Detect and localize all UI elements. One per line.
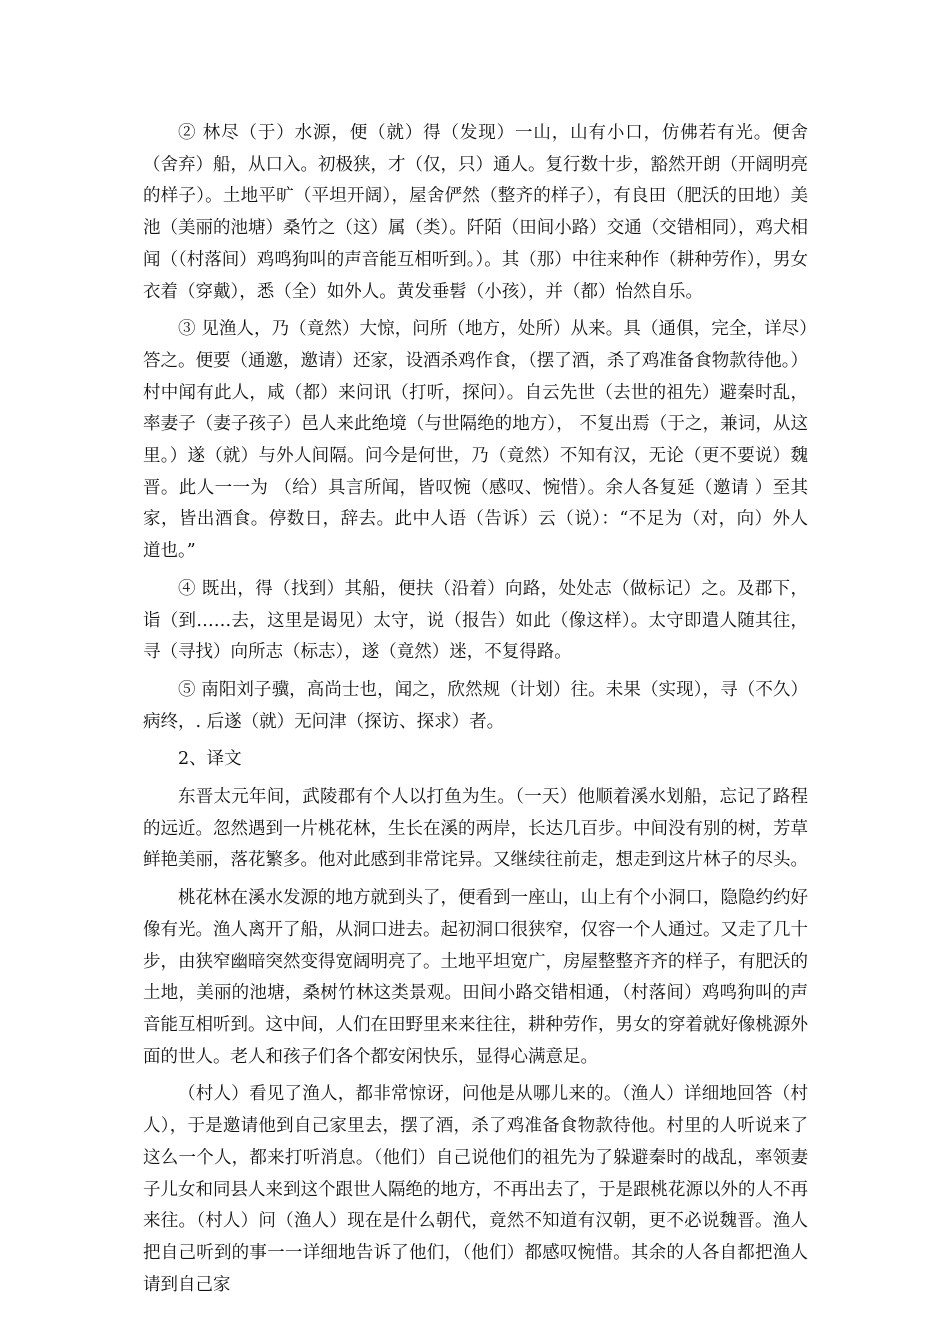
- document-body: [143, 118, 808, 1307]
- translation-paragraph-2: 桃花林在溪水发源的地方就到头了，便看到一座山，山上有个小洞口，隐隐约约好像有光。渔人离开了船，从洞口进去。起初洞口很狭窄，仅容一个人通过。又走了几十步，由狭窄幽暗突然变得宽阔明亮了。土地平坦宽广，房屋整整齐齐的样子，有肥沃的土地，美丽的池塘，桑树竹林这类景观。田间小路交错相通，（村落间）鸡鸣狗叫的声音能互相听到。这中间，人们在田野里来来往往，耕种劳作，男女的穿着就好像桃源外面的世人。老人和孩子们各个都安闲快乐，显得心满意足。: [143, 888, 808, 1067]
- section-heading: 2、译文: [178, 749, 242, 770]
- annotated-paragraph-4: ④ 既出，得（找到）其船，便扶（沿着）向路，处处志（做标记）之。及郡下，诣（到……去，这里是谒见）太守，说（报告）如此（像这样）。太守即遣人随其往，寻（寻找）向所志（标志），遂（竟然）迷，不复得路。: [143, 578, 808, 663]
- annotated-paragraph-3: ③ 见渔人，乃（竟然）大惊，问所（地方，处所）从来。具（通俱，完全，详尽）答之。便要（通邀，邀请）还家，设酒杀鸡作食，（摆了酒，杀了鸡准备食物款待他。）村中闻有此人，咸（都）来问讯（打听，探问）。自云先世（去世的祖先）避秦时乱，率妻子（妻子孩子）邑人来此绝境（与世隔绝的地方）， 不复出焉（于之，兼词，从这里。）遂（就）与外人间隔。问今是何世，乃（竟然）不知有汉，无论（更不要说）魏晋。此人一一为 （给）具言所闻，皆叹惋（感叹、惋惜）。余人各复延（邀请 ）至其家，皆出酒食。停数日，辞去。此中人语（告诉）云（说）：“不足为（对，向）外人道也。”: [143, 319, 808, 562]
- annotated-paragraph-2: ② 林尽（于）水源，便（就）得（发现）一山，山有小口，仿佛若有光。便舍（舍弃）船，从口入。初极狭，才（仅，只）通人。复行数十步，豁然开朗（开阔明亮的样子）。土地平旷（平坦开阔），屋舍俨然（整齐的样子），有良田（肥沃的田地）美池（美丽的池塘）桑竹之（这）属（类）。阡陌（田间小路）交通（交错相同），鸡犬相闻（（村落间）鸡鸣狗叫的声音能互相听到。）。其（那）中往来种作（耕种劳作），男女衣着（穿戴），悉（全）如外人。黄发垂髫（小孩），并（都）怡然自乐。: [143, 123, 808, 302]
- annotated-paragraph-5: ⑤ 南阳刘子骥，高尚士也，闻之，欣然规（计划）往。未果（实现），寻（不久）病终，. 后遂（就）无问津（探访、探求）者。: [143, 679, 808, 732]
- translation-paragraph-1: 东晋太元年间，武陵郡有个人以打鱼为生。（一天）他顺着溪水划船，忘记了路程的远近。忽然遇到一片桃花林，生长在溪的两岸，长达几百步。中间没有别的树，芳草鲜艳美丽，落花繁多。他对此感到非常诧异。又继续往前走，想走到这片林子的尽头。: [143, 787, 808, 871]
- translation-paragraph-3: （村人）看见了渔人，都非常惊讶，问他是从哪儿来的。（渔人）详细地回答（村人），于是邀请他到自己家里去，摆了酒，杀了鸡准备食物款待他。村里的人听说来了这么一个人，都来打听消息。（他们）自己说他们的祖先为了躲避秦时的战乱，率领妻子儿女和同县人来到这个跟世人隔绝的地方，不再出去了，于是跟桃花源以外的人不再来往。（村人）问（渔人）现在是什么朝代，竟然不知道有汉朝，更不必说魏晋。渔人把自己听到的事一一详细地告诉了他们，（他们）都感叹惋惜。其余的人各自都把渔人请到自己家: [143, 1084, 808, 1295]
